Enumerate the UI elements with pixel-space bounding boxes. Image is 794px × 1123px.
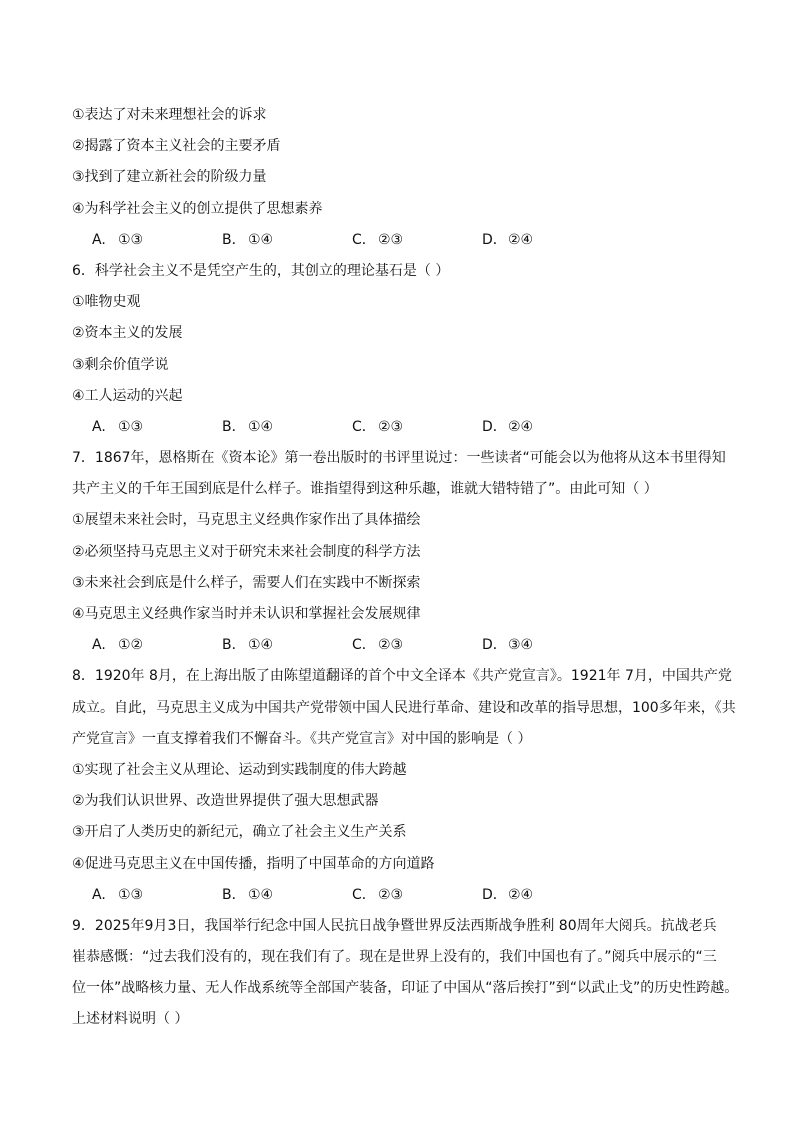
question-stem-line: 崔恭感慨：“过去我们没有的，现在我们有了。现在是世界上没有的，我们中国也有了。”阅兵中展示的“三: [72, 949, 717, 966]
statement: ④马克思主义经典作家当时并未认识和掌握社会发展规律: [72, 606, 421, 622]
statement: ③未来社会到底是什么样子，需要人们在实践中不断探索: [72, 574, 421, 591]
option-b: B． ①④: [222, 418, 274, 435]
statement: ②资本主义的发展: [72, 325, 183, 342]
option-c: C． ②③: [352, 418, 404, 435]
question-stem-line: 共产主义的千年王国到底是什么样子。谁指望得到这种乐趣，谁就大错特错了”。由此可知（ ）: [72, 481, 658, 498]
option-a: A. ①③: [92, 418, 144, 435]
question-stem-line: 7．1867年，恩格斯在《资本论》第一卷出版时的书评里说过：一些读者“可能会以为他将从这本书里得知: [72, 450, 726, 467]
statement: ①唯物史观: [72, 294, 141, 311]
option-b: B． ①④: [222, 231, 274, 248]
question-stem-line: 位一体”战略核力量、无人作战系统等全部国产装备，印证了中国从“落后挨打”到“以武止戈”的历史性跨越。: [72, 980, 739, 997]
question-7: [72, 443, 734, 661]
statement: ③开启了人类历史的新纪元，确立了社会主义生产关系: [72, 824, 407, 841]
option-c: C． ②③: [352, 231, 404, 248]
option-d: D．②④: [482, 418, 534, 435]
question-8: [72, 661, 734, 911]
option-d: D．②④: [482, 886, 534, 903]
statement: ②揭露了资本主义社会的主要矛盾: [72, 138, 281, 155]
question-stem-line: 9．2025年9月3日，我国举行纪念中国人民抗日战争暨世界反法西斯战争胜利 80周年大阅兵。抗战老兵: [72, 917, 717, 934]
option-a: A. ①③: [92, 231, 144, 248]
answer-options: [72, 880, 734, 911]
statement: ④促进马克思主义在中国传播，指明了中国革命的方向道路: [72, 855, 435, 872]
question-6: [72, 256, 734, 443]
question-stem-line: 成立。自此，马克思主义成为中国共产党带领中国人民进行革命、建设和改革的指导思想，100多年来，《共: [72, 699, 736, 716]
option-a: A. ①②: [92, 637, 144, 654]
option-d: D．②④: [482, 231, 534, 248]
option-c: C． ②③: [352, 886, 404, 903]
statement: ③剩余价值学说: [72, 356, 169, 373]
option-d: D．③④: [482, 637, 534, 654]
question-stem: 6．科学社会主义不是凭空产生的，其创立的理论基石是（ ）: [72, 262, 450, 279]
statement: ②必须坚持马克思主义对于研究未来社会制度的科学方法: [72, 543, 421, 560]
question-5: [72, 100, 734, 256]
statement: ①实现了社会主义从理论、运动到实践制度的伟大跨越: [72, 761, 407, 778]
question-stem-line: 8．1920年 8月，在上海出版了由陈望道翻译的首个中文全译本《共产党宣言》。1921年 7月，中国共产党: [72, 668, 732, 685]
statement: ④为科学社会主义的创立提供了思想素养: [72, 200, 323, 217]
option-a: A. ①③: [92, 886, 144, 903]
statement: ①表达了对未来理想社会的诉求: [72, 107, 267, 123]
answer-options: [72, 630, 734, 661]
option-b: B． ①④: [222, 637, 274, 654]
statement: ④工人运动的兴起: [72, 387, 183, 404]
answer-options: [72, 412, 734, 443]
statement: ③找到了建立新社会的阶级力量: [72, 169, 267, 186]
statement: ①展望未来社会时，马克思主义经典作家作出了具体描绘: [72, 512, 421, 529]
question-stem-line: 产党宣言》一直支撑着我们不懈奋斗。《共产党宣言》对中国的影响是（ ）: [72, 730, 532, 747]
question-9: [72, 911, 739, 1036]
option-c: C． ②③: [352, 637, 404, 654]
statement: ②为我们认识世界、改造世界提供了强大思想武器: [72, 793, 379, 810]
option-b: B． ①④: [222, 886, 274, 903]
answer-options: [72, 225, 734, 256]
question-stem-line: 上述材料说明（ ）: [72, 1011, 189, 1028]
